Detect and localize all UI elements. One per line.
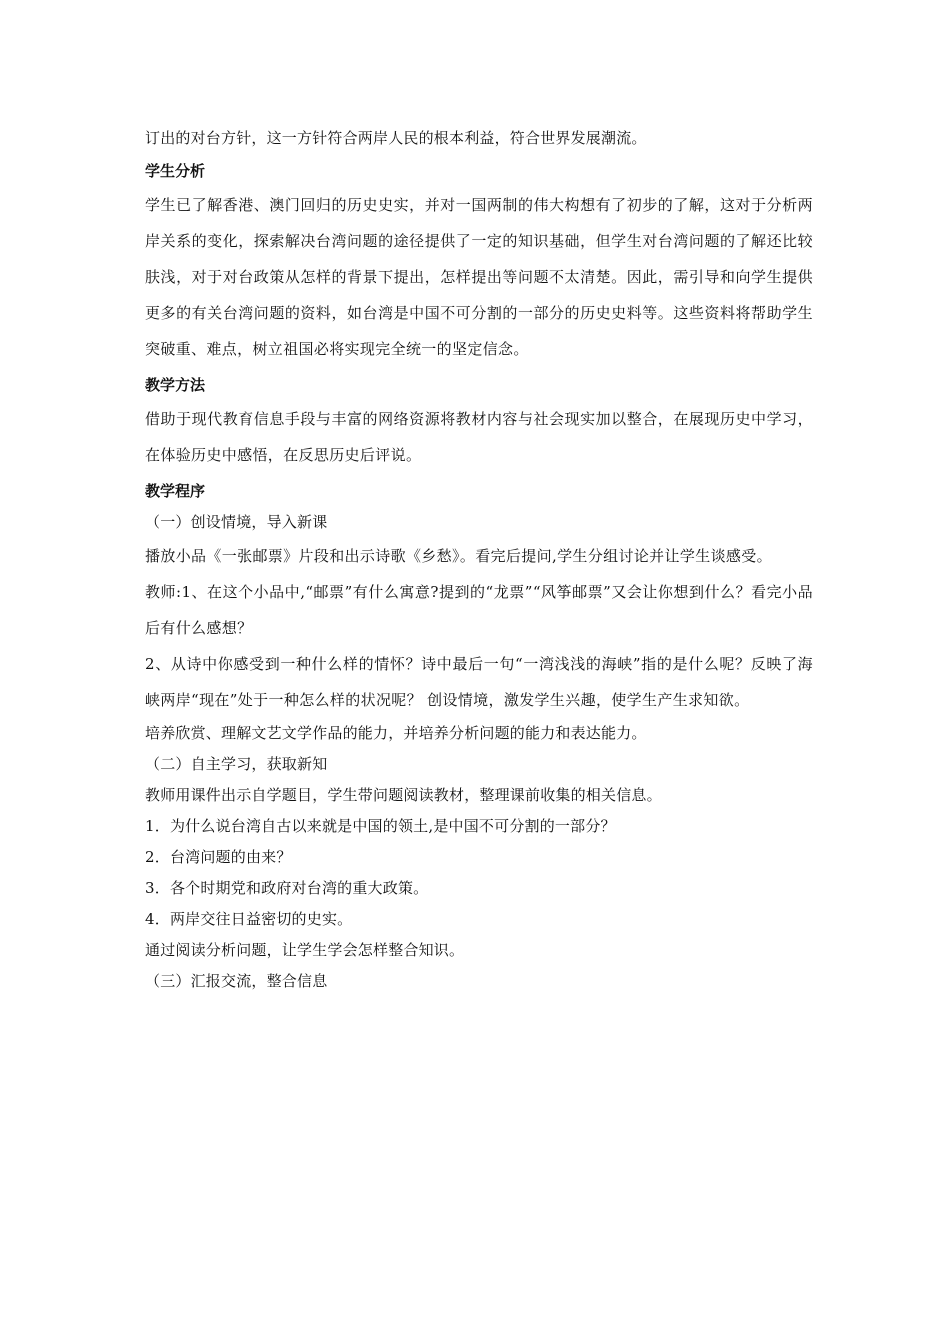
step2-item-3: 3．各个时期党和政府对台湾的重大政策。 [145, 879, 429, 897]
step2-outro: 通过阅读分析问题，让学生学会怎样整合知识。 [145, 941, 465, 959]
teaching-method-paragraph: 借助于现代教育信息手段与丰富的网络资源将教材内容与社会现实加以整合，在展现历史中学习，在体验历史中感悟，在反思历史后评说。 [145, 410, 813, 464]
teaching-method-heading: 教学方法 [145, 376, 206, 394]
student-analysis-heading: 学生分析 [145, 162, 206, 180]
step1-paragraph-4: 培养欣赏、理解文艺文学作品的能力，并培养分析问题的能力和表达能力。 [145, 724, 647, 742]
teaching-procedure-heading: 教学程序 [145, 482, 206, 500]
step2-item-2: 2．台湾问题的由来？ [145, 848, 292, 866]
step1-paragraph-3: 2、从诗中你感受到一种什么样的情怀？诗中最后一句“一湾浅浅的海峡”指的是什么呢？反映了海峡两岸“现在”处于一种怎么样的状况呢？ 创设情境，激发学生兴趣，使学生产生求知欲。 [145, 655, 813, 709]
step2-title: （二）自主学习，获取新知 [145, 755, 328, 773]
step1-title: （一）创设情境，导入新课 [145, 513, 328, 531]
step2-intro: 教师用课件出示自学题目，学生带问题阅读教材，整理课前收集的相关信息。 [145, 786, 662, 804]
step1-paragraph-1: 播放小品《一张邮票》片段和出示诗歌《乡愁》。看完后提问,学生分组讨论并让学生谈感受。 [145, 547, 772, 565]
step2-item-4: 4．两岸交往日益密切的史实。 [145, 910, 353, 928]
step2-item-1: 1．为什么说台湾自古以来就是中国的领土,是中国不可分割的一部分？ [145, 817, 616, 835]
student-analysis-paragraph: 学生已了解香港、澳门回归的历史史实，并对一国两制的伟大构想有了初步的了解，这对于分析两岸关系的变化，探索解决台湾问题的途径提供了一定的知识基础，但学生对台湾问题的了解还比较肤浅，对于对台政策从怎样的背景下提出，怎样提出等问题不太清楚。因此，需引导和向学生提供更多的有关台湾问题的资料，如台湾是中国不可分割的一部分的历史史料等。这些资料将帮助学生突破重、难点，树立祖国必将实现完全统一的坚定信念。 [145, 196, 813, 358]
document-body [145, 120, 813, 997]
step1-paragraph-2: 教师:1、在这个小品中,“邮票”有什么寓意?提到的“龙票”“风筝邮票”又会让你想到什么？看完小品后有什么感想？ [145, 583, 813, 637]
step3-title: （三）汇报交流，整合信息 [145, 972, 328, 990]
intro-tail-text: 订出的对台方针，这一方针符合两岸人民的根本利益，符合世界发展潮流。 [145, 129, 647, 147]
